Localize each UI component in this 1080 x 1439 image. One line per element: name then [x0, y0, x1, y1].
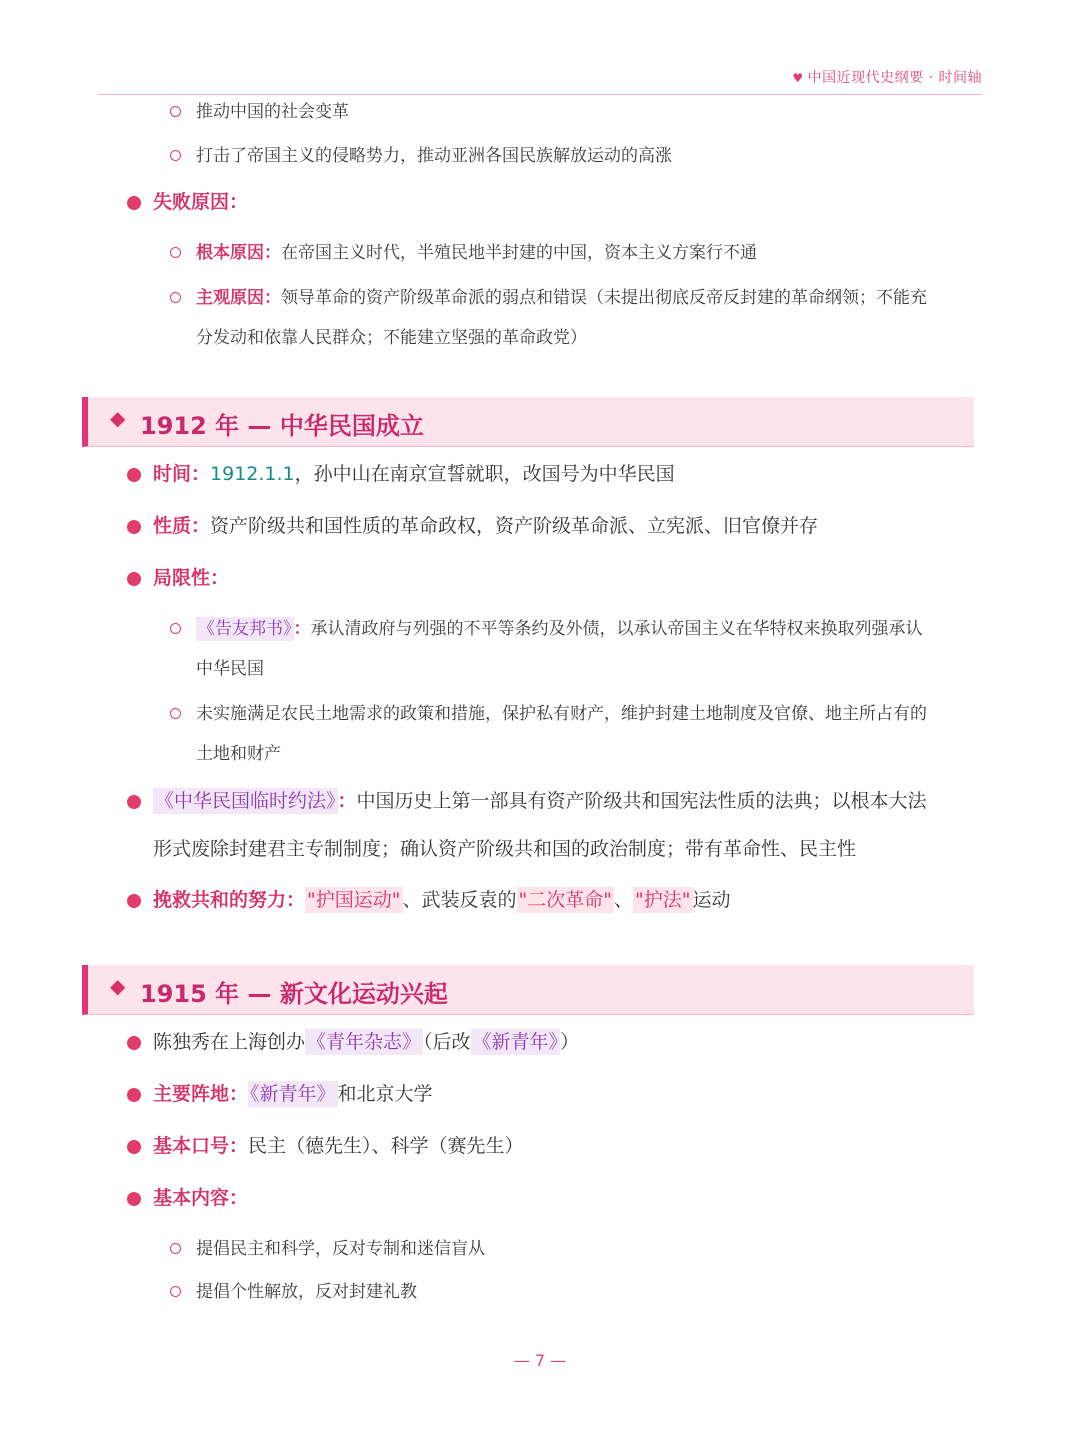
circle-bullet-icon	[170, 150, 181, 161]
circle-bullet-icon	[170, 1286, 181, 1297]
dot-bullet-icon	[127, 1140, 141, 1154]
circle-bullet-icon	[170, 247, 181, 258]
page-header	[98, 58, 982, 95]
dot-bullet-icon	[127, 572, 141, 586]
circle-bullet-icon	[170, 292, 181, 303]
section-heading-1915: ◆ 1915 年 — 新文化运动兴起	[82, 965, 974, 1015]
dot-bullet-icon	[127, 196, 141, 210]
dot-bullet-icon	[127, 795, 141, 809]
dot-bullet-icon	[127, 468, 141, 482]
circle-bullet-icon	[170, 708, 181, 719]
section-heading-1912: ◆ 1912 年 — 中华民国成立	[82, 397, 974, 447]
diamond-icon: ◆	[110, 406, 126, 430]
dot-bullet-icon	[127, 1088, 141, 1102]
dot-bullet-icon	[127, 1036, 141, 1050]
header-title: ♥ 中国近现代史纲要 · 时间轴	[792, 70, 982, 86]
page-number: — 7 —	[513, 1351, 567, 1370]
circle-bullet-icon	[170, 1243, 181, 1254]
heart-icon: ♥	[792, 71, 804, 85]
diamond-icon: ◆	[110, 974, 126, 998]
circle-bullet-icon	[170, 623, 181, 634]
dot-bullet-icon	[127, 520, 141, 534]
dot-bullet-icon	[127, 894, 141, 908]
circle-bullet-icon	[170, 106, 181, 117]
dot-bullet-icon	[127, 1192, 141, 1206]
